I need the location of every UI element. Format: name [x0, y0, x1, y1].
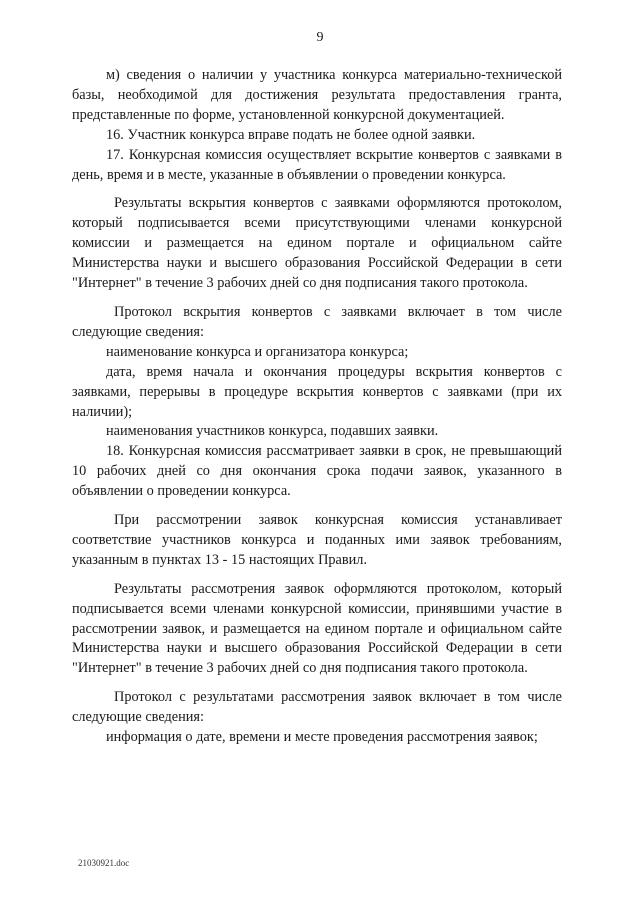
- paragraph: Результаты вскрытия конвертов с заявками оформляются протоколом, который подписывается всеми присутствующими членами конкурсной комиссии и размещается на едином портале и официальном сайте Министерства науки и высшего образования Российской Федерации в сети "Интернет" в течение 3 рабочих дней со дня подписания такого протокола.: [72, 195, 562, 292]
- paragraph: м) сведения о наличии у участника конкурса материально-технической базы, необходимой для достижения результата предоставления гранта, представленные по форме, установленной конкурсной документацией.: [72, 67, 562, 123]
- page-number: 9: [316, 30, 324, 45]
- paragraph: Протокол с результатами рассмотрения заявок включает в том числе следующие сведения:: [72, 689, 562, 726]
- paragraph: информация о дате, времени и месте проведения рассмотрения заявок;: [106, 729, 538, 746]
- document-body: [72, 66, 562, 748]
- paragraph: Результаты рассмотрения заявок оформляются протоколом, который подписывается всеми членами конкурсной комиссии, принявшими участие в рассмотрении заявок, и размещается на едином портале и официальном сайте Министерства науки и высшего образования Российской Федерации в сети "Интернет" в течение 3 рабочих дней со дня подписания такого протокола.: [72, 580, 562, 677]
- paragraph: 18. Конкурсная комиссия рассматривает заявки в срок, не превышающий 10 рабочих дней со дня окончания срока подачи заявок, указанного в объявлении о проведении конкурса.: [72, 443, 562, 500]
- document-code: 21030921.doc: [78, 858, 130, 868]
- paragraph: 16. Участник конкурса вправе подать не более одной заявки.: [106, 126, 476, 143]
- paragraph: наименование конкурса и организатора конкурса;: [106, 343, 409, 360]
- paragraph: При рассмотрении заявок конкурсная комиссия устанавливает соответствие участников конкурса и поданных ими заявок требованиям, указанным в пунктах 13 - 15 настоящих Правил.: [72, 512, 562, 568]
- paragraph: наименования участников конкурса, подавших заявки.: [106, 423, 439, 440]
- paragraph: Протокол вскрытия конвертов с заявками включает в том числе следующие сведения:: [72, 303, 562, 340]
- paragraph: дата, время начала и окончания процедуры вскрытия конвертов с заявками, перерывы в процедуре вскрытия конвертов с заявками (при их наличии);: [72, 363, 562, 420]
- paragraph: 17. Конкурсная комиссия осуществляет вскрытие конвертов с заявками в день, время и в месте, указанные в объявлении о проведении конкурса.: [72, 146, 562, 183]
